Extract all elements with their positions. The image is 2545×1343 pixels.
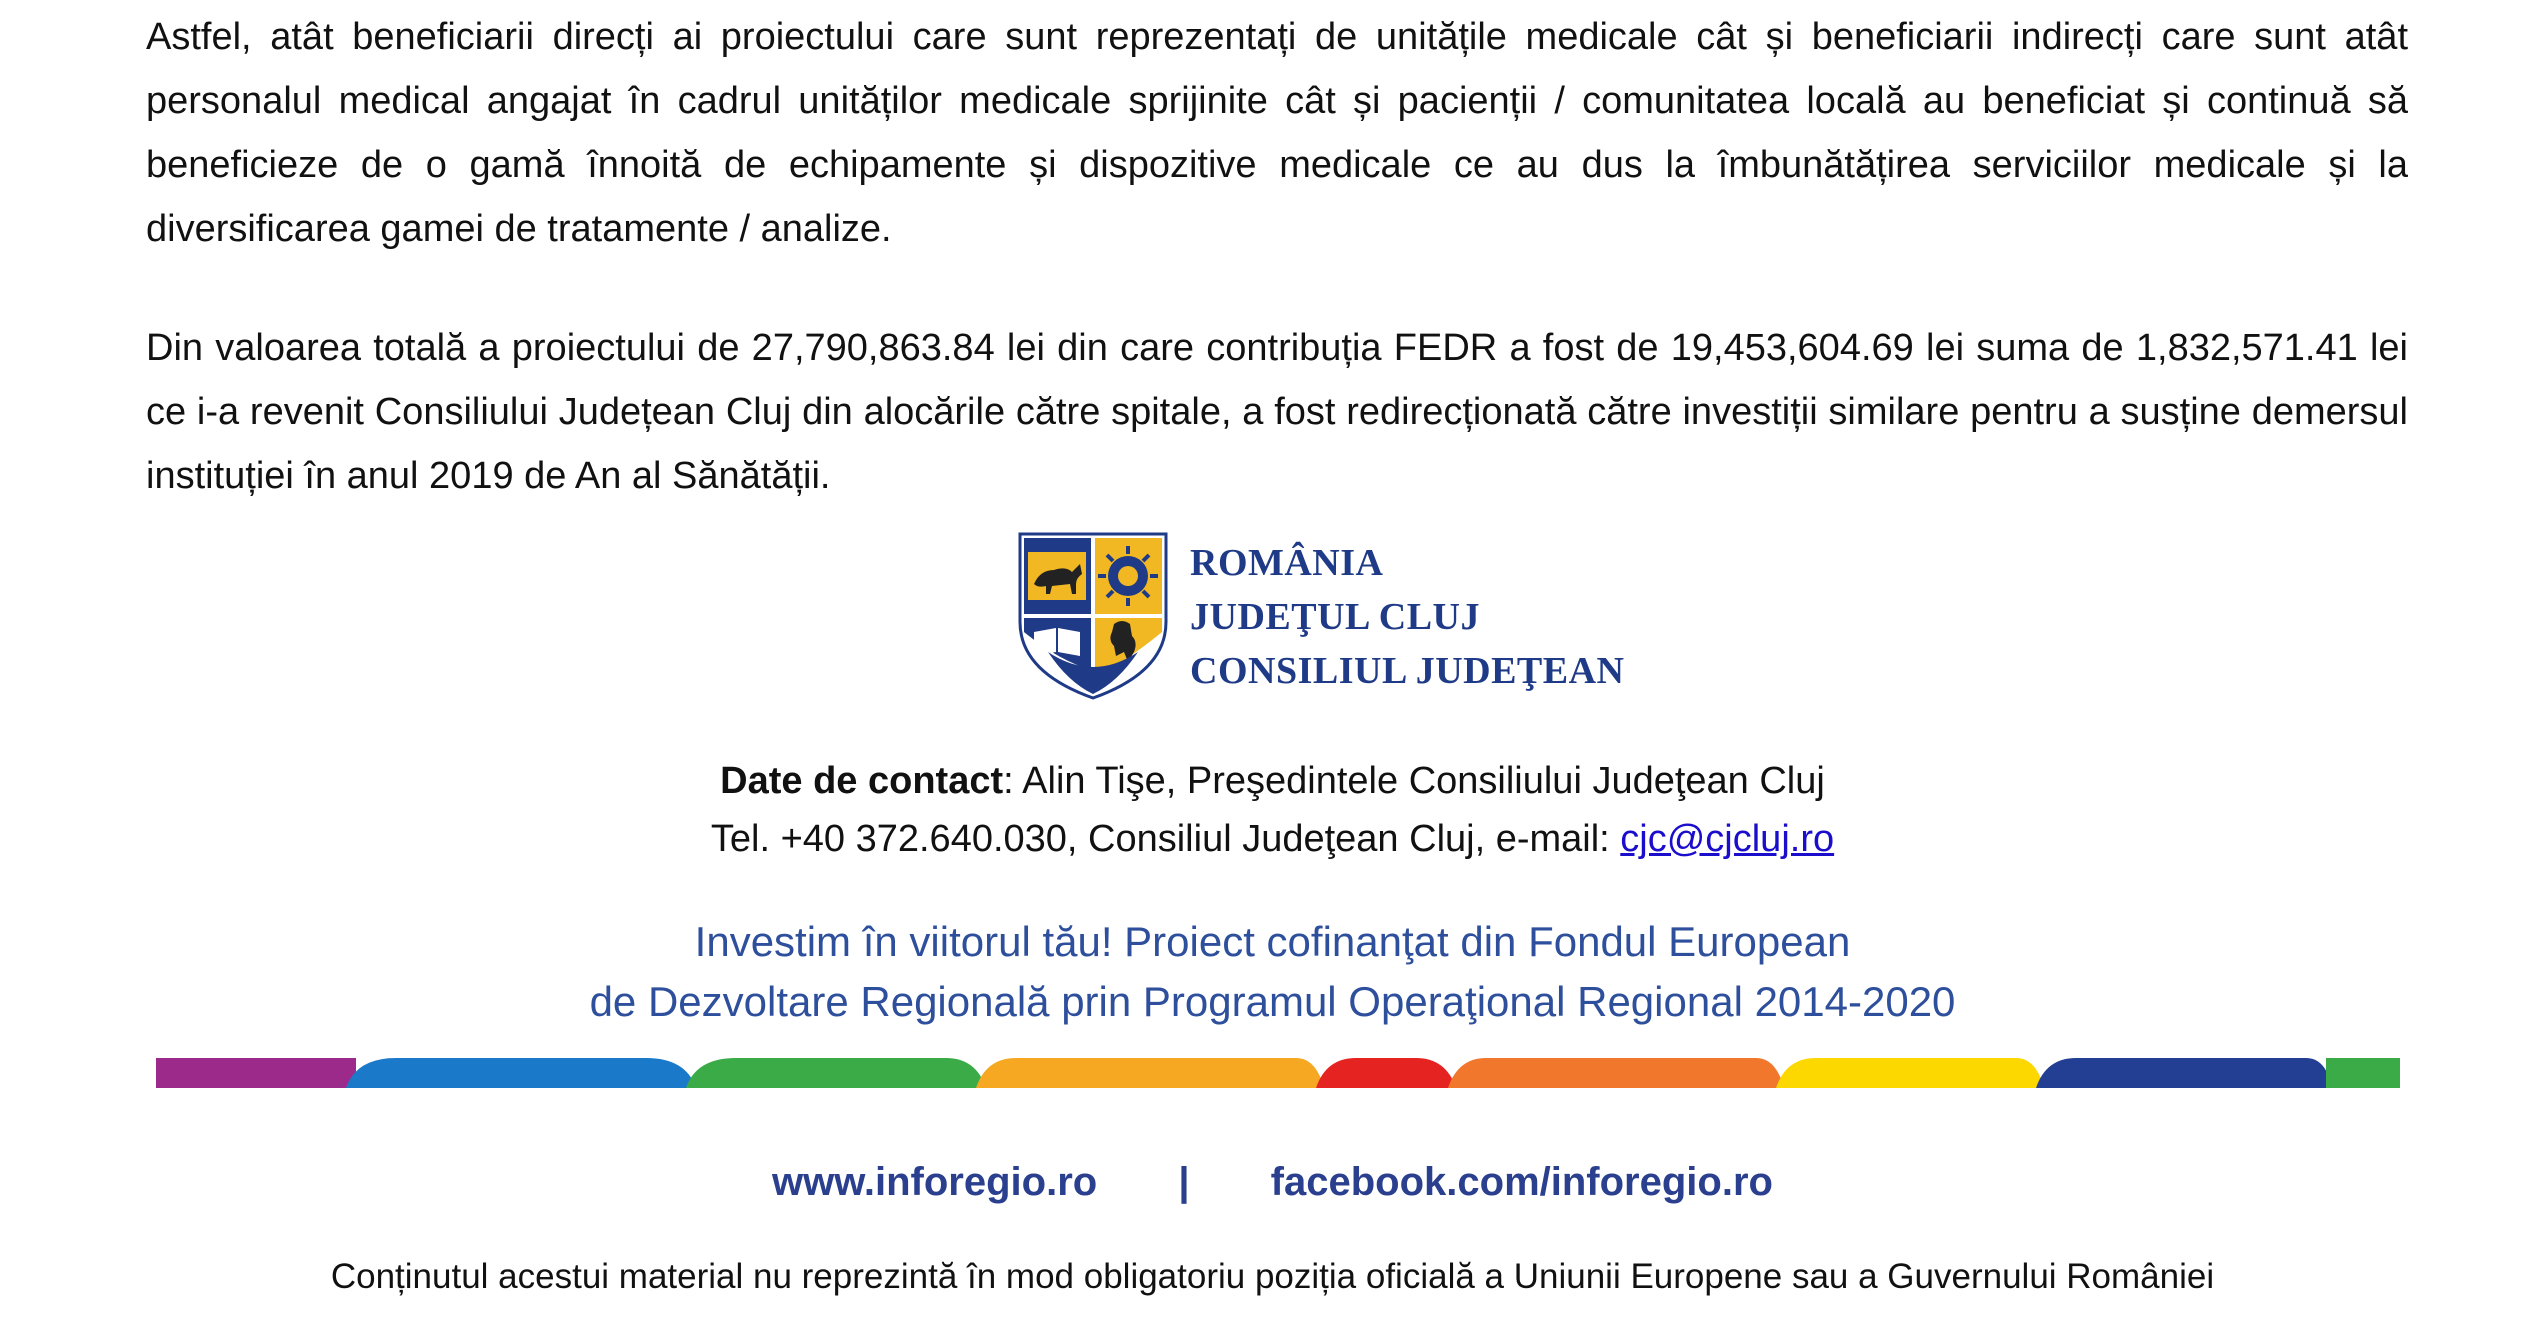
footer-links [0, 1152, 2545, 1212]
coat-of-arms-icon [1018, 532, 1168, 700]
eu-disclaimer: Conținutul acestui material nu reprezintă în mod obligatoriu poziția oficială a Uniunii Europene sau a Guvernului României [330, 1257, 2215, 1296]
inforegio-facebook-link[interactable]: facebook.com/inforegio.ro [1270, 1160, 1773, 1204]
link-separator: | [1178, 1160, 1190, 1204]
cluj-county-council-logo [1018, 532, 1638, 708]
slogan-line-2: de Dezvoltare Regională prin Programul Operaţional Regional 2014-2020 [589, 978, 1956, 1025]
logo-text-romania: ROMÂNIA [1190, 542, 1384, 584]
paragraph-project-value: Din valoarea totală a proiectului de 27,790,863.84 lei din care contribuția FEDR a fost de 19,453,604.69 lei suma de 1,832,571.41 lei ce i-a revenit Consiliului Județean Cluj din alocările către spitale, a fost redirecționată către investiții similare pentru a susține demersul instituției în anul 2019 de An al Sănătății. [146, 327, 2408, 497]
slogan-line-1: Investim în viitorul tău! Proiect cofinanţat din Fondul European [694, 918, 1851, 965]
email-link[interactable]: cjc@cjcluj.ro [1620, 818, 1835, 860]
paragraph-beneficiaries: Astfel, atât beneficiarii direcți ai proiectului care sunt reprezentați de unitățile medicale cât și beneficiarii indirecți care sunt atât personalul medical angajat în cadrul unităților medicale sprijinite cât și pacienții / comunitatea locală au beneficiat și continuă să beneficieze de o gamă înnoită de echipamente și dispozitive medicale ce au dus la îmbunătățirea serviciilor medicale și la diversificarea gamei de tratamente / analize. [146, 16, 2408, 250]
regio-color-stripe [156, 1058, 2400, 1088]
contact-phone: Tel. +40 372.640.030, Consiliul Judeţean Cluj, e-mail: [710, 818, 1621, 860]
contact-label: Date de contact [720, 760, 1004, 802]
contact-line-person [0, 752, 2545, 810]
logo-text-county: JUDEŢUL CLUJ [1190, 596, 1480, 638]
contact-line-phone [0, 810, 2545, 868]
inforegio-website-link[interactable]: www.inforegio.ro [772, 1160, 1098, 1204]
contact-person: : Alin Tişe, Preşedintele Consiliului Judeţean Cluj [1003, 760, 1825, 802]
logo-text-council: CONSILIUL JUDEŢEAN [1190, 650, 1625, 692]
